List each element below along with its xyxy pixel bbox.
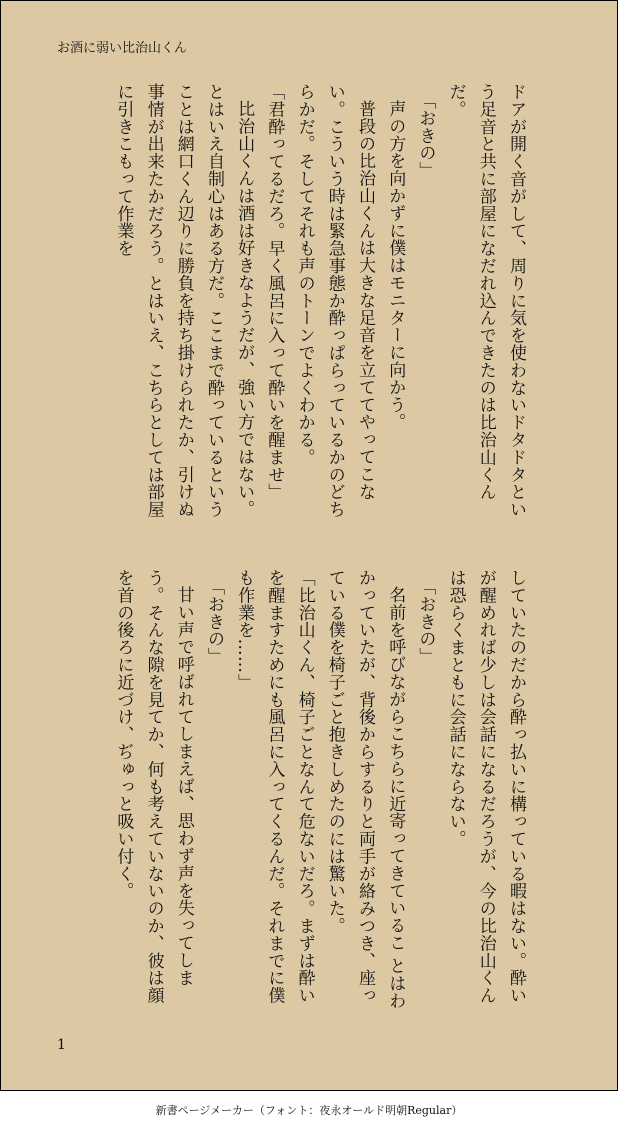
- paragraph: ドアが開く音がして、周りに気を使わないドタドタという足音と共に部屋になだれ込んできたのは比治山くんだ。: [445, 83, 526, 518]
- paragraph: 名前を呼びながらこちらに近寄ってきているこ とはわかっていたが、背後からするりと両手が絡みつき、座っている僕を椅子ごと抱きしめたのには驚いた。: [324, 569, 406, 1010]
- dialogue-line: 「おきの」: [203, 577, 224, 665]
- text-column-lower: [57, 569, 531, 1019]
- dialogue-line: 「比治山くん、椅子ごとなんて危ないだろ。まずは酔いを醒ますためにも風呂に入ってくるんだ。それまでに僕も作業を……」: [234, 569, 315, 1004]
- footer-caption: 新書ページメーカー（フォント：夜永オールド明朝Regular）: [155, 1104, 463, 1117]
- paragraph: 比治山くんは酒は好きなようだが、強い方ではない。とはいえ自制心はある方だ。ここまで酔っているということは網口くん辺りに勝負を持ち掛けられたか、引けぬ事情が出来たかだろう。とはいえ、こちらとしては部屋に引きこもって作業を: [113, 83, 255, 518]
- paragraph: 甘い声で呼ばれてしまえば、思わず声を失ってしまう。そんな隙を見てか、何も考えていないのか、彼は顔を首の後ろに近づけ、ぢゅっと吸い付く。: [113, 569, 194, 1004]
- running-head-title: お酒に弱い比治山くん: [57, 41, 188, 56]
- paragraph: 普段の比治山くんは大きな足音を立ててやってこない。こういう時は緊急事態か酔っぱらっているかのどちらかだ。そしてそれも声のトーンでよくわかる。: [294, 83, 375, 518]
- page-number: 1: [57, 1037, 66, 1053]
- dialogue-line: 「おきの」: [415, 91, 436, 179]
- text-column-upper: [57, 83, 531, 533]
- paragraph: していたのだから酔っ払いに構っている暇はない。酔いが醒めれば少しは会話になるだろうが、今の比治山くんは恐らくまともに会話にならない。: [445, 569, 526, 1004]
- dialogue-line: 「おきの」: [415, 577, 436, 665]
- paragraph: 声の方を向かずに僕はモニターに向かう。: [385, 100, 406, 431]
- dialogue-line: 「君酔ってるだろ。早く風呂に入って酔いを醒ませ」: [264, 83, 285, 501]
